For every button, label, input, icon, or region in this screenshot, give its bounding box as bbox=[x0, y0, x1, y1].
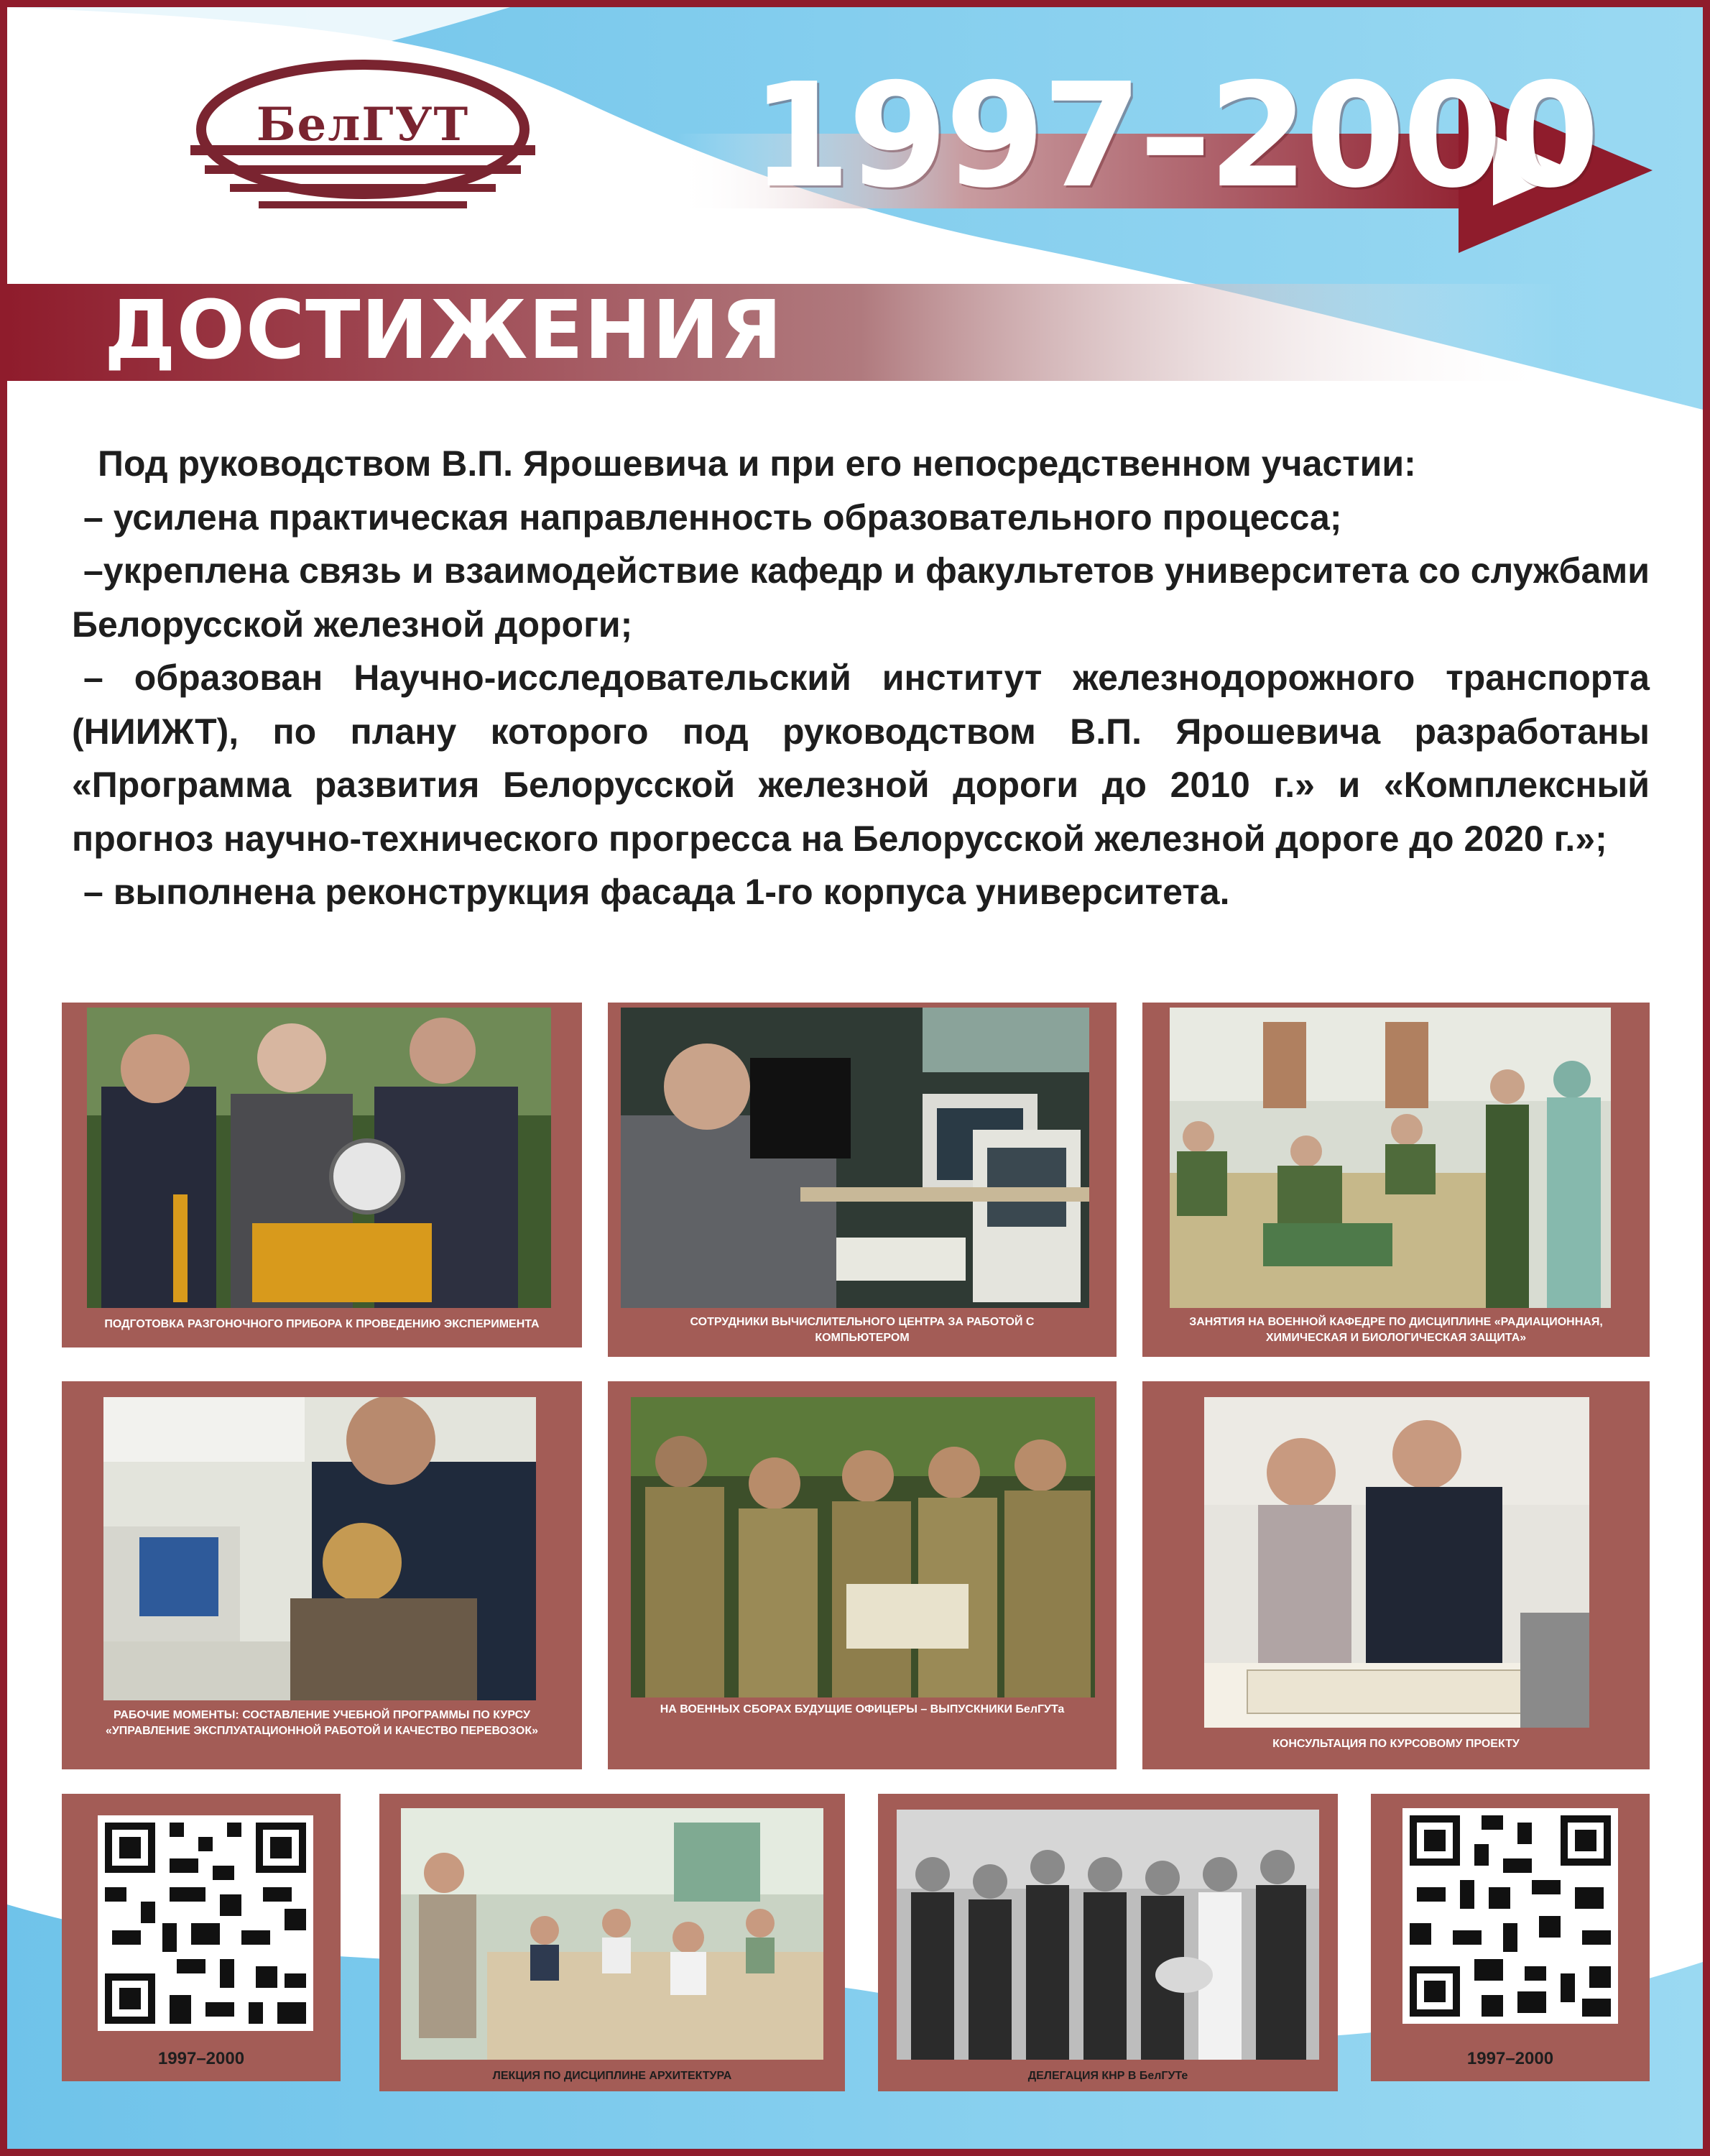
qr-code-icon bbox=[1402, 1808, 1618, 2024]
photo-computer-work-icon bbox=[103, 1397, 536, 1700]
photo-caption: КОНСУЛЬТАЦИЯ ПО КУРСОВОМУ ПРОЕКТУ bbox=[1272, 1738, 1520, 1750]
section-heading: ДОСТИЖЕНИЯ bbox=[104, 284, 783, 377]
years-title: 1997–2000 bbox=[751, 52, 1597, 220]
photo-delegation-icon bbox=[897, 1810, 1319, 2060]
photo-panel bbox=[878, 1794, 1338, 2091]
qr-panel bbox=[1371, 1794, 1650, 2081]
qr-caption: 1997–2000 bbox=[157, 2049, 245, 2068]
photo-panel bbox=[1142, 1003, 1650, 1357]
photo-panel bbox=[608, 1003, 1117, 1357]
photo-consultation-icon bbox=[1204, 1397, 1589, 1728]
photo-panel bbox=[379, 1794, 845, 2091]
photo-panel bbox=[62, 1381, 582, 1769]
qr-code-icon bbox=[98, 1815, 313, 2031]
intro-paragraph: Под руководством В.П. Ярошевича и при его непосредственном участии: bbox=[98, 443, 1416, 484]
photo-caption: СОТРУДНИКИ ВЫЧИСЛИТЕЛЬНОГО ЦЕНТРА ЗА РАБОТОЙ С КОМПЬЮТЕРОМ bbox=[690, 1316, 1035, 1344]
photo-panel bbox=[608, 1381, 1117, 1769]
photo-computer-center-icon bbox=[621, 1008, 1089, 1308]
photo-caption: НА ВОЕННЫХ СБОРАХ БУДУЩИЕ ОФИЦЕРЫ – ВЫПУСКНИКИ БелГУТа bbox=[660, 1703, 1065, 1715]
photo-caption: ЗАНЯТИЯ НА ВОЕННОЙ КАФЕДРЕ ПО ДИСЦИПЛИНЕ «РАДИАЦИОННАЯ, ХИМИЧЕСКАЯ И БИОЛОГИЧЕСКАЯ ЗАЩИТА» bbox=[1189, 1316, 1603, 1344]
photo-panel bbox=[1142, 1381, 1650, 1769]
bullet-paragraph: –укреплена связь и взаимодействие кафедр и факультетов университета со службами Белорусской железной дороги; bbox=[72, 550, 1650, 645]
photo-caption: ДЕЛЕГАЦИЯ КНР В БелГУТе bbox=[1027, 2070, 1188, 2082]
photo-caption: РАБОЧИЕ МОМЕНТЫ: СОСТАВЛЕНИЕ УЧЕБНОЙ ПРОГРАММЫ ПО КУРСУ «УПРАВЛЕНИЕ ЭКСПЛУАТАЦИОННОЙ РАБОТОЙ И КАЧЕСТВО ПЕРЕВОЗОК» bbox=[105, 1709, 539, 1737]
bullet-paragraph: – образован Научно-исследовательский институт железнодорожного транспорта (НИИЖТ), по плану которого под руководством В.П. Ярошевича разработаны «Программа развития Белорусской железной дороги до 2010 г.» и «Комплексный прогноз научно-технического прогресса на Белорусской железной дороге до 2020 г.»; bbox=[72, 658, 1650, 859]
photo-lab-equipment-icon bbox=[87, 1008, 551, 1308]
photo-lecture-icon bbox=[401, 1808, 823, 2060]
belgut-logo bbox=[190, 57, 535, 230]
qr-caption: 1997–2000 bbox=[1466, 2049, 1554, 2068]
qr-panel bbox=[62, 1794, 341, 2081]
photo-panel bbox=[62, 1003, 582, 1348]
photo-caption: ЛЕКЦИЯ ПО ДИСЦИПЛИНЕ АРХИТЕКТУРА bbox=[492, 2070, 732, 2082]
body-text bbox=[72, 437, 1650, 919]
photo-military-camp-icon bbox=[631, 1397, 1095, 1697]
logo-text: БелГУТ bbox=[256, 98, 470, 152]
photo-military-class-icon bbox=[1170, 1008, 1611, 1308]
bullet-paragraph: – усилена практическая направленность образовательного процесса; bbox=[83, 497, 1342, 538]
bullet-paragraph: – выполнена реконструкция фасада 1-го корпуса университета. bbox=[83, 872, 1230, 912]
photo-caption: ПОДГОТОВКА РАЗГОНОЧНОГО ПРИБОРА К ПРОВЕДЕНИЮ ЭКСПЕРИМЕНТА bbox=[104, 1318, 540, 1330]
